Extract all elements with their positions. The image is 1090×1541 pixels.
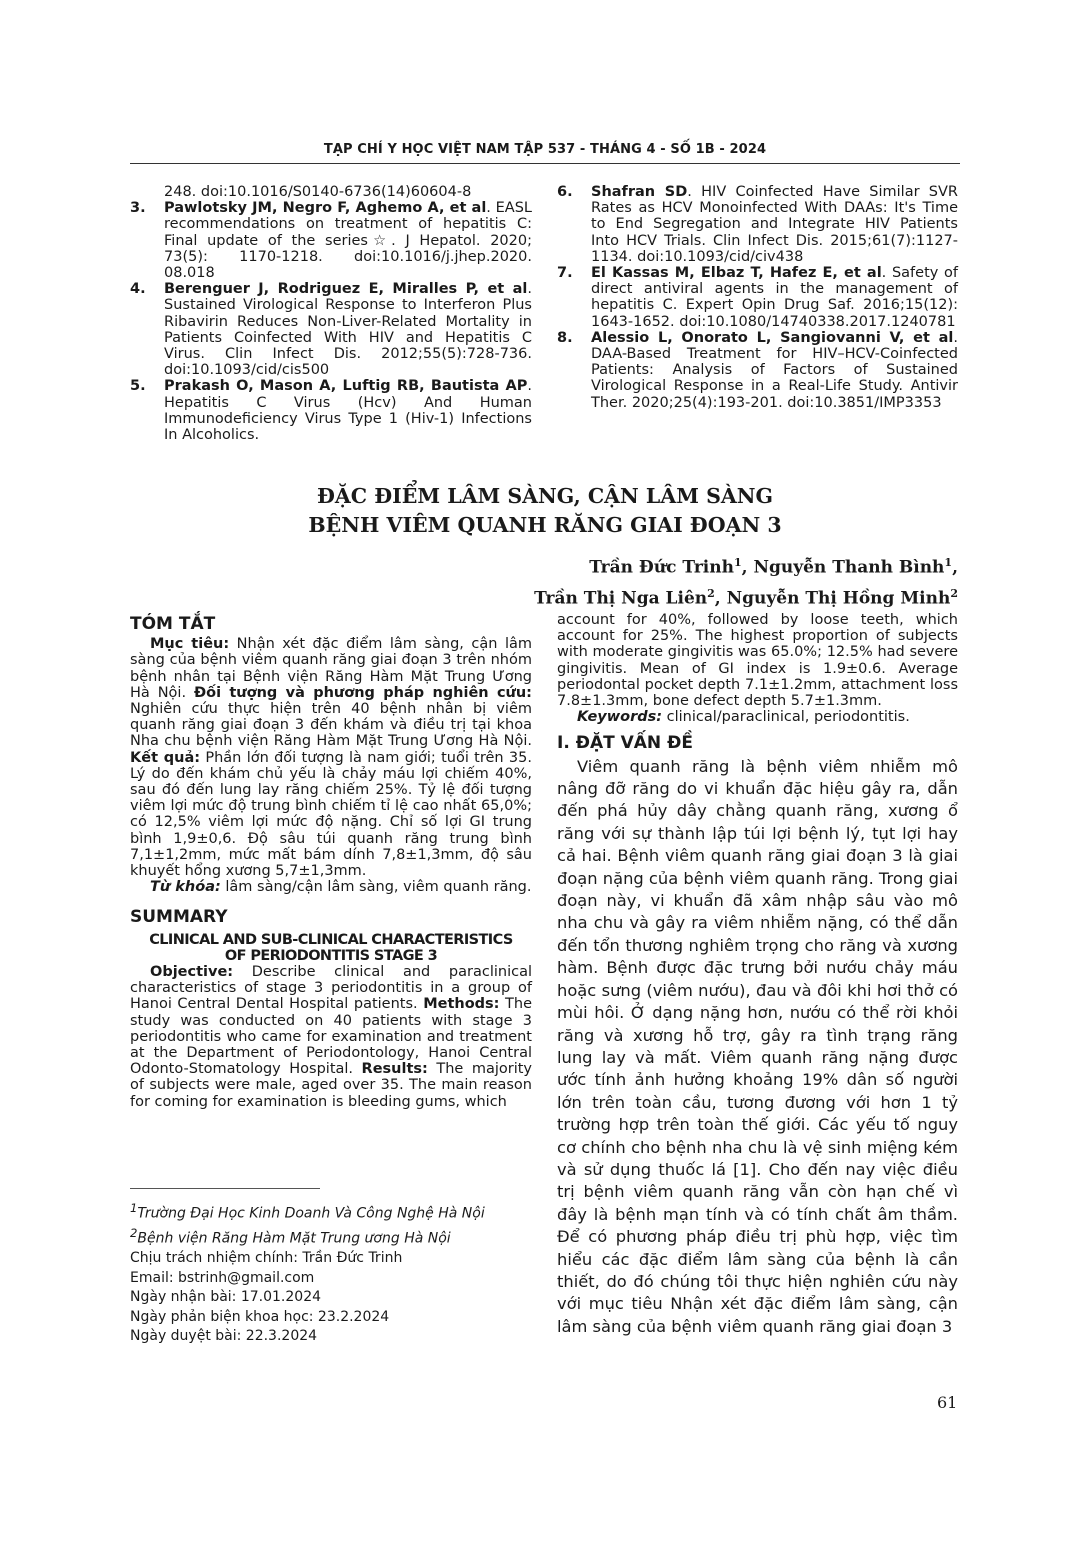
summary-heading: SUMMARY [130, 907, 228, 928]
article-authors: Trần Đức Trinh$^1$, Nguyễn Thanh Bình$^1$, Trần Thị Nga Liên$^2$, Nguyễn Thị Hồng Minh$^2$ [534, 556, 958, 609]
section-heading: I. ĐẶT VẤN ĐỀ [557, 733, 693, 754]
abstract-label: Kết quả: [130, 749, 201, 766]
reference-authors: Alessio L, Onorato L, Sangiovanni V, et al [591, 329, 954, 346]
reference-number: 8. [557, 329, 573, 346]
abstract-label: Mục tiêu: [150, 636, 230, 653]
reference-text: . Hepatitis C Virus (Hcv) And Human Immunodeficiency Virus Type 1 (Hiv-1) Infections In Alcoholics. [164, 378, 532, 444]
reference-text: . HIV Coinfected Have Similar SVR Rates as HCV Monoinfected With DAAs: It's Time to End Segregation and Integrate HIV Patients Into HCV Trials. Clin Infect Dis. 2015;61(7):1127-1134. doi:10.1093/cid/civ438 [591, 184, 958, 265]
reference-number: 6. [557, 184, 573, 200]
article-title [130, 482, 960, 540]
reference-item [130, 184, 532, 200]
author-affiliation: 2 [707, 586, 715, 600]
abstract-label: Objective: [150, 964, 234, 981]
summary-title [130, 932, 532, 964]
reference-item [557, 330, 958, 411]
references-left [130, 184, 532, 443]
abstract-text: Nhận xét đặc điểm lâm sàng, cận lâm sàng của bệnh viêm quanh răng giai đoạn 3 trên nhóm bệnh nhân tại Bệnh viện Răng Hàm Mặt Trung Ương Hà Nội. [130, 636, 532, 701]
left-column [130, 616, 532, 1110]
reference-authors: El Kassas M, Elbaz T, Hafez E, et al [591, 265, 882, 282]
summary-title-line: OF PERIODONTITIS STAGE 3 [224, 947, 438, 964]
keywords-text: lâm sàng/cận lâm sàng, viêm quanh răng. [220, 879, 532, 896]
reference-authors: Berenguer J, Rodriguez E, Miralles P, et al [164, 281, 528, 298]
reference-number: 3. [130, 200, 146, 217]
footnote-rule [130, 1188, 320, 1189]
summary-title-line: CLINICAL AND SUB-CLINICAL CHARACTERISTICS [149, 931, 513, 948]
reference-number [130, 184, 164, 200]
author-affiliation: 2 [950, 586, 958, 600]
email: Email: bstrinh@gmail.com [130, 1269, 315, 1286]
intro-paragraph: Viêm quanh răng là bệnh viêm nhiễm mô nâng đỡ răng do vi khuẩn đặc hiệu gây ra, dẫn đến phá hủy dây chằng quanh răng, xương ổ răng với sự thành lập túi lợi bệnh lý, tụt lợi hay cả hai. Bệnh viêm quanh răng giai đoạn 3 là giai đoạn nặng của bệnh viêm quanh răng. Trong giai đoạn này, vi khuẩn đã xâm nhập sâu vào mô nha chu và gây ra viêm nhiễm nặng, có thể dẫn đến tổn thương nghiêm trọng cho răng và xương hàm. Bệnh được đặc trưng bởi nướu chảy máu hoặc sưng (viêm nướu), đau và đôi khi hơi thở có mùi hôi. Ở dạng nặng hơn, nướu có thể rời khỏi răng và xương hỗ trợ, gây ra tình trạng răng lung lay và mất. Viêm quanh răng nặng được ước tính ảnh hưởng khoảng 19% dân số người lớn trên toàn cầu, tương đương với hơn 1 tỷ trường hợp trên toàn thế giới. Các yếu tố nguy cơ chính cho bệnh nha chu là vệ sinh miệng kém và sử dụng thuốc lá [1]. Cho đến nay việc điều trị bệnh viêm quanh răng vẫn còn hạn chế vì đây là bệnh mạn tính và có tính chất âm thầm. Để có phương pháp điều trị phù hợp, việc tìm hiểu các đặc điểm lâm sàng của bệnh là cần thiết, do đó chúng tôi thực hiện nghiên cứu này với mục tiêu Nhận xét đặc điểm lâm sàng, cận lâm sàng của bệnh viêm quanh răng giai đoạn 3 [557, 756, 958, 1336]
reference-item [130, 281, 532, 378]
journal-header: TẠP CHÍ Y HỌC VIỆT NAM TẬP 537 - THÁNG 4 - SỐ 1B - 2024 [323, 142, 767, 157]
right-column [557, 612, 958, 1338]
keywords-label: Từ khóa: [150, 879, 221, 896]
abstract-heading: TÓM TẮT [130, 614, 216, 634]
reference-item [557, 265, 958, 330]
keywords-label: Keywords: [577, 709, 663, 726]
keywords-vi [130, 879, 532, 895]
reference-authors: Prakash O, Mason A, Luftig RB, Bautista AP [164, 378, 528, 395]
reference-number: 5. [130, 378, 146, 395]
date-accepted: Ngày duyệt bài: 22.3.2024 [130, 1328, 318, 1345]
reference-authors: Pawlotsky JM, Negro F, Aghemo A, et al [164, 200, 487, 217]
author-affiliation: 1 [944, 556, 953, 569]
reference-number: 7. [557, 265, 573, 282]
affiliation-text: Bệnh viện Răng Hàm Mặt Trung ương Hà Nội [137, 1230, 451, 1247]
article-title-line: BỆNH VIÊM QUANH RĂNG GIAI ĐOẠN 3 [308, 513, 782, 537]
keywords-text: clinical/paraclinical, periodontitis. [662, 709, 910, 726]
reference-text: . DAA-Based Treatment for HIV–HCV-Coinfected Patients: Analysis of Factors of Sustained Virological Response in a Real-Life Study. Antivir Ther. 2020;25(4):193-201. doi:10.3851/IMP3353 [591, 329, 958, 411]
page-number: 61 [937, 1393, 958, 1412]
header-rule [130, 163, 960, 164]
reference-item [130, 378, 532, 443]
abstract-en [130, 964, 532, 1110]
author-affiliation: 1 [733, 556, 742, 569]
abstract-text: Nghiên cứu thực hiện trên 40 bệnh nhân bị viêm quanh răng giai đoạn 3 đến khám và điều trị tại khoa Nha chu bệnh viện Răng Hàm Mặt Trung Ương Hà Nội. [130, 701, 532, 750]
keywords-en [557, 709, 958, 725]
author-name: Trần Đức Trinh [589, 557, 734, 578]
date-reviewed: Ngày phản biện khoa học: 23.2.2024 [130, 1308, 390, 1325]
reference-number: 4. [130, 281, 146, 298]
reference-text: 248. doi:10.1016/S0140-6736(14)60604-8 [164, 184, 472, 200]
reference-text: . Safety of direct antiviral agents in the management of hepatitis C. Expert Opin Drug Saf. 2016;15(12): 1643-1652. doi:10.1080/14740338.2017.1240781 [591, 265, 958, 330]
affiliation-text: Trường Đại Học Kinh Doanh Và Công Nghệ Hà Nội [137, 1205, 485, 1222]
author-name: Trần Thị Nga Liên [534, 588, 708, 609]
reference-authors: Shafran SD [591, 184, 688, 200]
affiliation-2: $^2$Bệnh viện Răng Hàm Mặt Trung ương Hà Nội [130, 1226, 451, 1247]
abstract-en-continued: account for 40%, followed by loose teeth, which account for 25%. The highest proportion of subjects with moderate gingivitis was 65.0%; 12.5% had severe gingivitis. Mean of GI index is 1.9±0.6. Average periodontal pocket depth 7.1±1.2mm, attachment loss 7.8±1.3mm, bone defect depth 5.7±1.3mm. [557, 612, 958, 710]
responsible-author: Chịu trách nhiệm chính: Trần Đức Trinh [130, 1250, 403, 1267]
reference-item [557, 184, 958, 265]
affiliation-1: $^1$Trường Đại Học Kinh Doanh Và Công Nghệ Hà Nội [130, 1201, 485, 1222]
reference-item [130, 200, 532, 281]
references-right [557, 184, 958, 411]
abstract-text: Phần lớn đối tượng là nam giới; tuổi trên 35. Lý do đến khám chủ yếu là chảy máu lợi chiếm 40%, sau đó đến lung lay răng chiếm 25%. Tỷ lệ đối tượng viêm lợi mức độ trung bình chiếm tỉ lệ cao nhất 65,0%; có 12,5% viêm lợi mức độ nặng. Chỉ số lợi GI trung bình 1,9±0,6. Độ sâu túi quanh răng trung bình 7,1±1,2mm, mức mất bám dính 7,8±1,3mm, độ sâu khuyết hổng xương 5,7±1,3mm. [130, 749, 532, 880]
abstract-label: Results: [361, 1061, 428, 1078]
reference-text: . EASL recommendations on treatment of hepatitis C: Final update of the series☆. J Hepatol. 2020; 73(5): 1170-1218. doi:10.1016/j.jhep.2020. 08.018 [164, 200, 532, 282]
date-received: Ngày nhận bài: 17.01.2024 [130, 1289, 322, 1306]
footnotes [130, 1199, 532, 1347]
article-title-line: ĐẶC ĐIỂM LÂM SÀNG, CẬN LÂM SÀNG [316, 484, 774, 508]
abstract-text: The majority of subjects were male, aged over 35. The main reason for coming for examination is bleeding gums, which [130, 1061, 532, 1110]
abstract-label: Đối tượng và phương pháp nghiên cứu: [193, 684, 532, 701]
abstract-label: Methods: [423, 996, 500, 1013]
author-name: Nguyễn Thanh Bình [753, 557, 945, 578]
reference-text: . Sustained Virological Response to Interferon Plus Ribavirin Reduces Non-Liver-Related Mortality in Patients Coinfected With HIV and Hepatitis C Virus. Clin Infect Dis. 2012;55(5):728-736. doi:10.1093/cid/cis500 [164, 281, 532, 379]
abstract-vi [130, 636, 532, 879]
abstract-text: Describe clinical and paraclinical characteristics of stage 3 periodontitis in a group of Hanoi Central Dental Hospital patients. [130, 964, 532, 1013]
abstract-text: The study was conducted on 40 patients with stage 3 periodontitis who came for examination and treatment at the Department of Periodontology, Hanoi Central Odonto-Stomatology Hospital. [130, 996, 532, 1078]
author-name: Nguyễn Thị Hồng Minh [726, 588, 951, 609]
